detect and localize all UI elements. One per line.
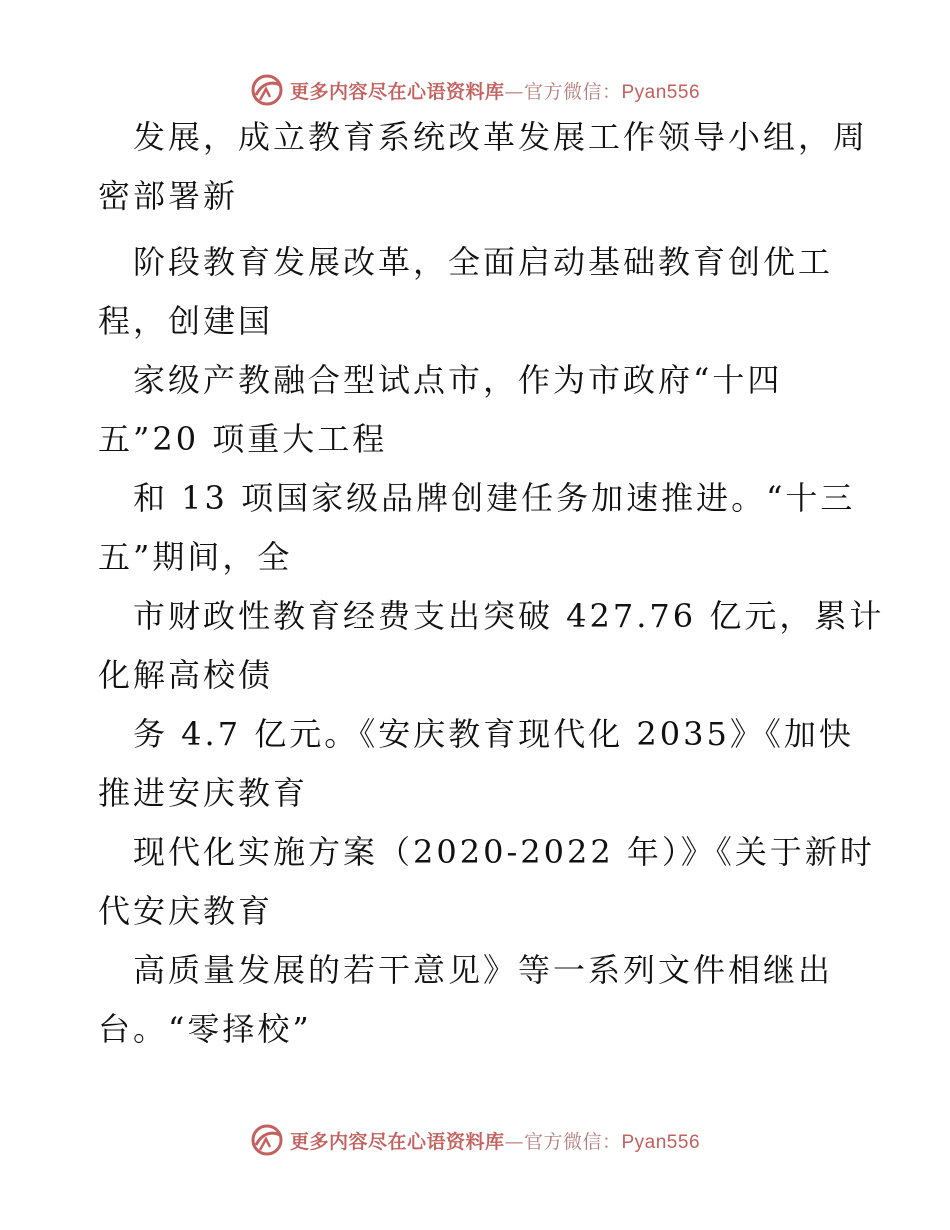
header-brand-sub: 官方微信：	[523, 80, 622, 103]
body-line-5: 家级产教融合型试点市，作为市政府“十四	[133, 361, 783, 399]
body-line-6: 五”20 项重大工程	[98, 420, 388, 458]
header-banner	[0, 70, 950, 110]
body-line-4: 程，创建国	[98, 302, 274, 340]
footer-brand-sub: 官方微信：	[523, 1130, 622, 1153]
body-line-7: 和 13 项国家级品牌创建任务加速推进。“十三	[133, 479, 856, 517]
body-line-1: 发展，成立教育系统改革发展工作领导小组，周	[133, 118, 869, 156]
body-line-9: 市财政性教育经费支出突破 427.76 亿元，累计	[133, 597, 885, 635]
header-banner-text	[290, 77, 700, 104]
body-line-16: 台。“零择校”	[98, 1010, 312, 1048]
footer-brand-main: 更多内容尽在心语资料库	[289, 1130, 505, 1153]
body-line-13: 现代化实施方案（2020-2022 年）》《关于新时	[133, 833, 875, 871]
ribbon-logo-icon	[250, 1123, 284, 1157]
body-line-11: 务 4.7 亿元。《安庆教育现代化 2035》《加快	[133, 715, 854, 753]
header-banner-inner	[250, 73, 700, 107]
body-line-14: 代安庆教育	[98, 892, 274, 930]
footer-banner-inner	[250, 1123, 700, 1157]
footer-banner-text	[290, 1127, 700, 1154]
footer-banner	[0, 1120, 950, 1160]
ribbon-logo-icon	[250, 73, 284, 107]
header-dash: —	[504, 80, 524, 103]
body-line-15: 高质量发展的若干意见》等一系列文件相继出	[133, 951, 834, 989]
footer-wechat-id: Pyan556	[621, 1131, 701, 1153]
header-wechat-id: Pyan556	[621, 81, 701, 103]
body-line-2: 密部署新	[98, 177, 239, 215]
body-line-12: 推进安庆教育	[98, 774, 309, 812]
body-line-8: 五”期间，全	[98, 538, 293, 576]
footer-dash: —	[504, 1130, 524, 1153]
header-brand-main: 更多内容尽在心语资料库	[289, 80, 505, 103]
body-line-3: 阶段教育发展改革，全面启动基础教育创优工	[133, 243, 834, 281]
body-line-10: 化解高校债	[98, 656, 274, 694]
